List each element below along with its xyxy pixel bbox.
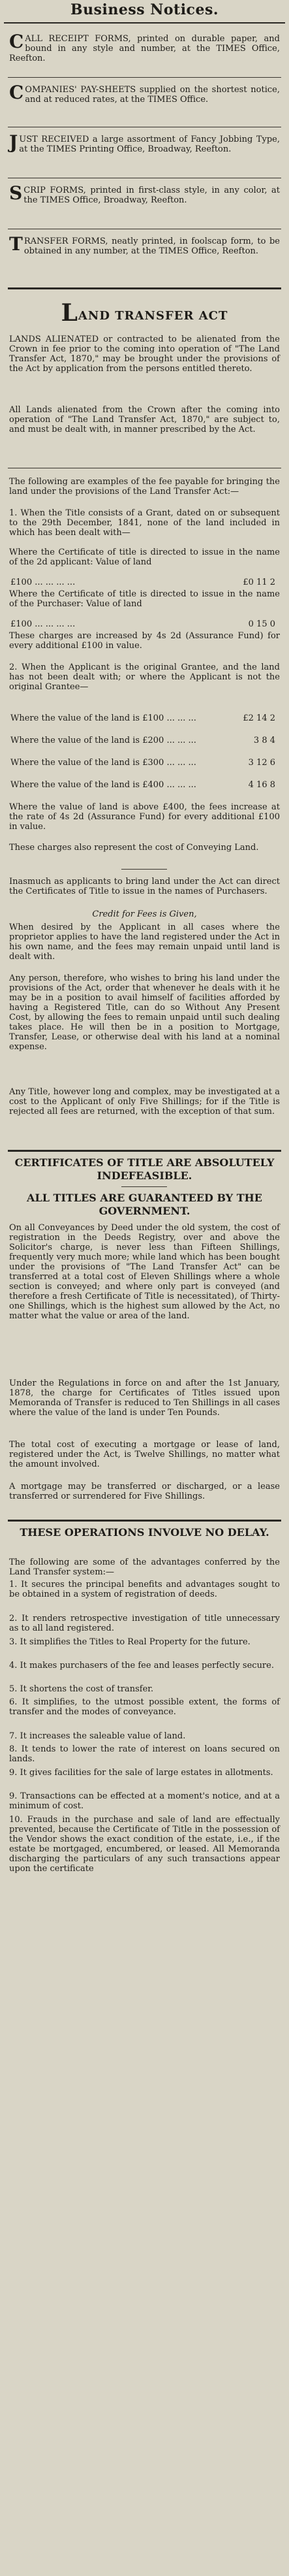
advantage-item: 10. Frauds in the purchase and sale of land are effectually prevented, because the Certificate of Title in the possession of the Vendor shows the exact condition of the estate, i.e., if the estate be mortgaged, encumbered, or leased. All Memoranda discharging the particulars of any such transactions appear upon the certificate — [9, 1815, 280, 1874]
section-title: Business Notices. — [70, 1, 219, 18]
advantage-item: 9. Transactions can be effected at a moment's notice, and at a minimum of cost. — [9, 1791, 280, 1811]
fee-1a: Where the Certificate of title is directed to issue in the name of the 2d applicant: Value of land — [9, 547, 280, 567]
advantage-item: 9. It gives facilities for the sale of large estates in allotments. — [9, 1768, 273, 1778]
newspaper-column — [4, 0, 285, 2576]
any-person-para: Any person, therefore, who wishes to bring his land under the provisions of the Act, order that whenever he deals with it he may be in a position to avail himself of facilities afforded by having a Registered Title, can do so Without Any Present Cost, by allowing the fees to remain unpaid until such dealing takes place. He will then be in a position to Mortgage, Transfer, Lease, or otherwise deal with his land at a nominal expense. — [9, 973, 280, 1052]
divider-thick — [8, 1520, 281, 1522]
fee-1b-row: £100 ... ... ... ... 0 15 0 — [10, 619, 275, 629]
fee-2-row: Where the value of the land is £300 ... ... ... 3 12 6 — [10, 758, 275, 768]
regulations-para: Under the Regulations in force on and after the 1st January, 1878, the charge for Certificates of Titles issued upon Memoranda of Transfer is reduced to Ten Shillings in all cases where the value of the land is under Ten Pounds. — [9, 1378, 280, 1418]
inasmuch-para: Inasmuch as applicants to bring land under the Act can direct the Certificates of Title to issue in the names of Purchasers. — [9, 877, 280, 896]
fee-2-note: Where the value of land is above £400, the fees increase at the rate of 4s 2d (Assurance Fund) for every additional £100 in value. — [9, 802, 280, 832]
advantage-item: 8. It tends to lower the rate of interest on loans secured on lands. — [9, 1744, 280, 1764]
lta-intro: LANDS ALIENATED or contracted to be alienated from the Crown in fee prior to the coming into operation of "The Land Transfer Act, 1870," may be brought under the provisions of the Act by application from the persons entitled thereto. — [9, 334, 280, 374]
ad-transfer-forms: TRANSFER FORMS, neatly printed, in foolscap form, to be obtained in any number, at the TIMES Office, Reefton. — [9, 233, 280, 256]
operations-heading: THESE OPERATIONS INVOLVE NO DELAY. — [20, 1526, 269, 1539]
mortgage-para: A mortgage may be transferred or discharged, or a lease transferred or surrendered for Five Shillings. — [9, 1482, 280, 1501]
land-transfer-act-title: LAND TRANSFER ACT — [61, 299, 228, 327]
advantage-item: 6. It simplifies, to the utmost possible extent, the forms of transfer and the modes of conveyance. — [9, 1697, 280, 1717]
fee-2-row: Where the value of the land is £400 ... ... ... 4 16 8 — [10, 780, 275, 790]
lta-intro-2: All Lands alienated from the Crown after the coming into operation of "The Land Transfer Act, 1870," are subject to, and must be dealt with, in manner prescribed by the Act. — [9, 405, 280, 434]
certificates-heading: CERTIFICATES OF TITLE ARE ABSOLUTELY INDEFEASIBLE. — [14, 1156, 275, 1182]
divider — [8, 77, 281, 78]
operations-intro: The following are some of the advantages conferred by the Land Transfer system:— — [9, 1557, 280, 1577]
advantage-item: 4. It makes purchasers of the fee and leases perfectly secure. — [9, 1661, 274, 1671]
advantage-item: 7. It increases the saleable value of land. — [9, 1731, 186, 1741]
fee-2: 2. When the Applicant is the original Grantee, and the land has not been dealt with; or where the Applicant is not the original Grantee— — [9, 662, 280, 692]
ad-receipt-forms: CALL RECEIPT FORMS, printed on durable paper, and bound in any style and number, at the TIMES Office, Reefton. — [9, 31, 280, 63]
fee-2-row: Where the value of the land is £200 ... ... ... 3 8 4 — [10, 736, 275, 745]
divider-short — [121, 869, 167, 870]
guaranteed-heading: ALL TITLES ARE GUARANTEED BY THE GOVERNMENT. — [27, 1192, 262, 1217]
fees-intro: The following are examples of the fee payable for bringing the land under the provisions of the Land Transfer Act:— — [9, 477, 280, 497]
divider-thick — [8, 1150, 281, 1152]
advantage-item: 1. It secures the principal benefits and advantages sought to be obtained in a system of registration of deeds. — [9, 1580, 280, 1599]
advantage-item: 3. It simplifies the Titles to Real Property for the future. — [9, 1637, 251, 1647]
fee-1a-row: £100 ... ... ... ... £0 11 2 — [10, 578, 275, 587]
fee-2-row: Where the value of the land is £100 ... ... ... £2 14 2 — [10, 713, 275, 723]
advantage-item: 2. It renders retrospective investigation of title unnecessary as to all land registered. — [9, 1614, 280, 1633]
ad-pay-sheets: COMPANIES' PAY-SHEETS supplied on the shortest notice, and at reduced rates, at the TIMES Office. — [9, 82, 280, 105]
ad-fancy-type: JUST RECEIVED a large assortment of Fancy Jobbing Type, at the TIMES Printing Office, Broadway, Reefton. — [9, 131, 280, 154]
fee-1: 1. When the Title consists of a Grant, dated on or subsequent to the 29th December, 1841, none of the land included in which has been dealt with— — [9, 508, 280, 538]
ad-scrip-forms: SCRIP FORMS, printed in first-class style, in any color, at the TIMES Office, Broadway, Reefton. — [9, 182, 280, 205]
conveyances-para: On all Conveyances by Deed under the old system, the cost of registration in the Deeds Registry, over and above the Solicitor's charge, is never less than Fifteen Shillings, frequently very much more; while land which has been bought under the provisions of "The Land Transfer Act" can be transferred at a total cost of Eleven Shillings where a whole section is conveyed; and where only part is conveyed (and therefore a fresh Certificate of Title is necessitated), of Thirty-one Shillings, which is the highest sum allowed by the Act, no matter what the value or area of the land. — [9, 1223, 280, 1321]
divider-short — [121, 1186, 167, 1187]
divider-thick — [8, 287, 281, 289]
total-cost-para: The total cost of executing a mortgage or lease of land, registered under the Act, is Twelve Shillings, no matter what the amount involved. — [9, 1440, 280, 1469]
fee-2-note-2: These charges also represent the cost of Conveying Land. — [9, 843, 259, 853]
credit-heading: Credit for Fees is Given, — [92, 909, 197, 919]
advantage-item: 5. It shortens the cost of transfer. — [9, 1684, 154, 1694]
fee-1b: Where the Certificate of title is directed to issue in the name of the Purchaser: Value of land — [9, 589, 280, 609]
any-title-para: Any Title, however long and complex, may be investigated at a cost to the Applicant of only Five Shillings; for if the Title is rejected all fees are returned, with the exception of that sum. — [9, 1087, 280, 1117]
fee-1c: These charges are increased by 4s 2d (Assurance Fund) for every additional £100 in value. — [9, 631, 280, 651]
credit-body: When desired by the Applicant in all cases where the proprietor applies to have the land registered under the Act in his own name, and the fees may remain unpaid until land is dealt with. — [9, 922, 280, 962]
section-masthead — [4, 0, 285, 24]
